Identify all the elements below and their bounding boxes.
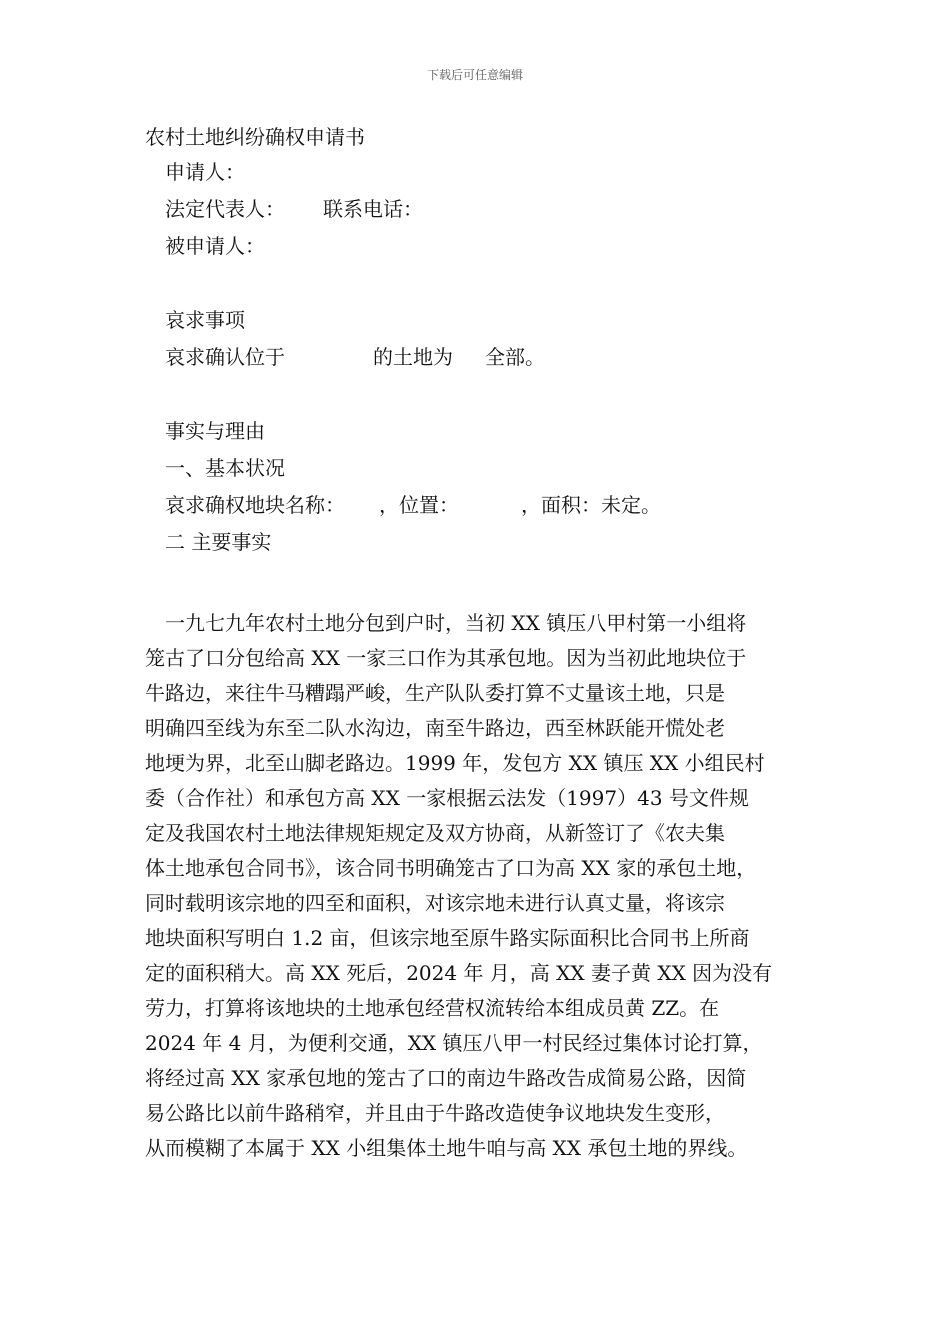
- phone-label: 联系电话：: [323, 197, 423, 221]
- request-line: [145, 339, 810, 376]
- document-title: 农村土地纠纷确权申请书: [145, 125, 365, 149]
- area-label: ，面积：未定。: [521, 493, 661, 517]
- request-part-1: 哀求确认位于: [165, 345, 285, 369]
- blank-line: [145, 265, 810, 302]
- paragraph-line: 委（合作社）和承包方高 XX 一家根据云法发（1997）43 号文件规: [145, 786, 749, 810]
- applicant-line: [145, 154, 810, 191]
- blank-line: [145, 376, 810, 413]
- blank-line: [145, 561, 810, 598]
- location-label: ，位置：: [379, 493, 459, 517]
- main-facts-heading: 二 主要事实: [165, 530, 272, 554]
- paragraph-line: 牛路边，来往牛马糟蹋严峻，生产队队委打算不丈量该土地，只是: [145, 681, 725, 705]
- document-body: [145, 120, 810, 1166]
- legal-representative-label: 法定代表人：: [165, 197, 285, 221]
- request-part-2: 的土地为: [373, 345, 453, 369]
- paragraph-line: 从而模糊了本属于 XX 小组集体土地牛咱与高 XX 承包土地的界线。: [145, 1136, 748, 1160]
- page-header-note: 下载后可任意编辑: [426, 68, 523, 82]
- plot-name-label: 哀求确权地块名称：: [165, 493, 345, 517]
- paragraph-line: 明确四至线为东至二队水沟边，南至牛路边，西至林跃能开慌处老: [145, 716, 725, 740]
- plot-info-line: [145, 487, 810, 524]
- paragraph-line: 同时载明该宗地的四至和面积，对该宗地未进行认真丈量，将该宗: [145, 891, 725, 915]
- paragraph-line: 地块面积写明白 1.2 亩，但该宗地至原牛路实际面积比合同书上所商: [145, 926, 750, 950]
- paragraph-line: 笼古了口分包给高 XX 一家三口作为其承包地。因为当初此地块位于: [145, 646, 747, 670]
- request-heading: 哀求事项: [165, 308, 245, 332]
- respondent-line: [145, 228, 810, 265]
- legal-representative-line: [145, 191, 810, 228]
- paragraph-line: 劳力，打算将该地块的土地承包经营权流转给本组成员黄 ZZ。在: [145, 996, 720, 1020]
- paragraph-line: 体土地承包合同书》，该合同书明确笼古了口为高 XX 家的承包土地，: [145, 856, 757, 880]
- respondent-label: 被申请人：: [165, 234, 265, 258]
- paragraph-line: 定的面积稍大。高 XX 死后，2024 年 月，高 XX 妻子黄 XX 因为没有: [145, 961, 773, 985]
- paragraph-line: 易公路比以前牛路稍窄，并且由于牛路改造使争议地块发生变形，: [145, 1101, 725, 1125]
- request-part-3: 全部。: [485, 345, 545, 369]
- paragraph-line: 一九七九年农村土地分包到户时，当初 XX 镇压八甲村第一小组将: [165, 611, 747, 635]
- main-facts-paragraph: [145, 606, 810, 1166]
- paragraph-line: 2024 年 4 月，为便利交通，XX 镇压八甲一村民经过集体讨论打算，: [145, 1031, 763, 1055]
- paragraph-line: 地埂为界，北至山脚老路边。1999 年，发包方 XX 镇压 XX 小组民村: [145, 751, 765, 775]
- paragraph-line: 定及我国农村土地法律规矩规定及双方协商，从新签订了《农夫集: [145, 821, 725, 845]
- basic-situation-heading: 一、基本状况: [165, 456, 285, 480]
- paragraph-line: 将经过高 XX 家承包地的笼古了口的南边牛路改告成简易公路，因简: [145, 1066, 747, 1090]
- applicant-label: 申请人：: [165, 160, 245, 184]
- facts-heading: 事实与理由: [165, 419, 265, 443]
